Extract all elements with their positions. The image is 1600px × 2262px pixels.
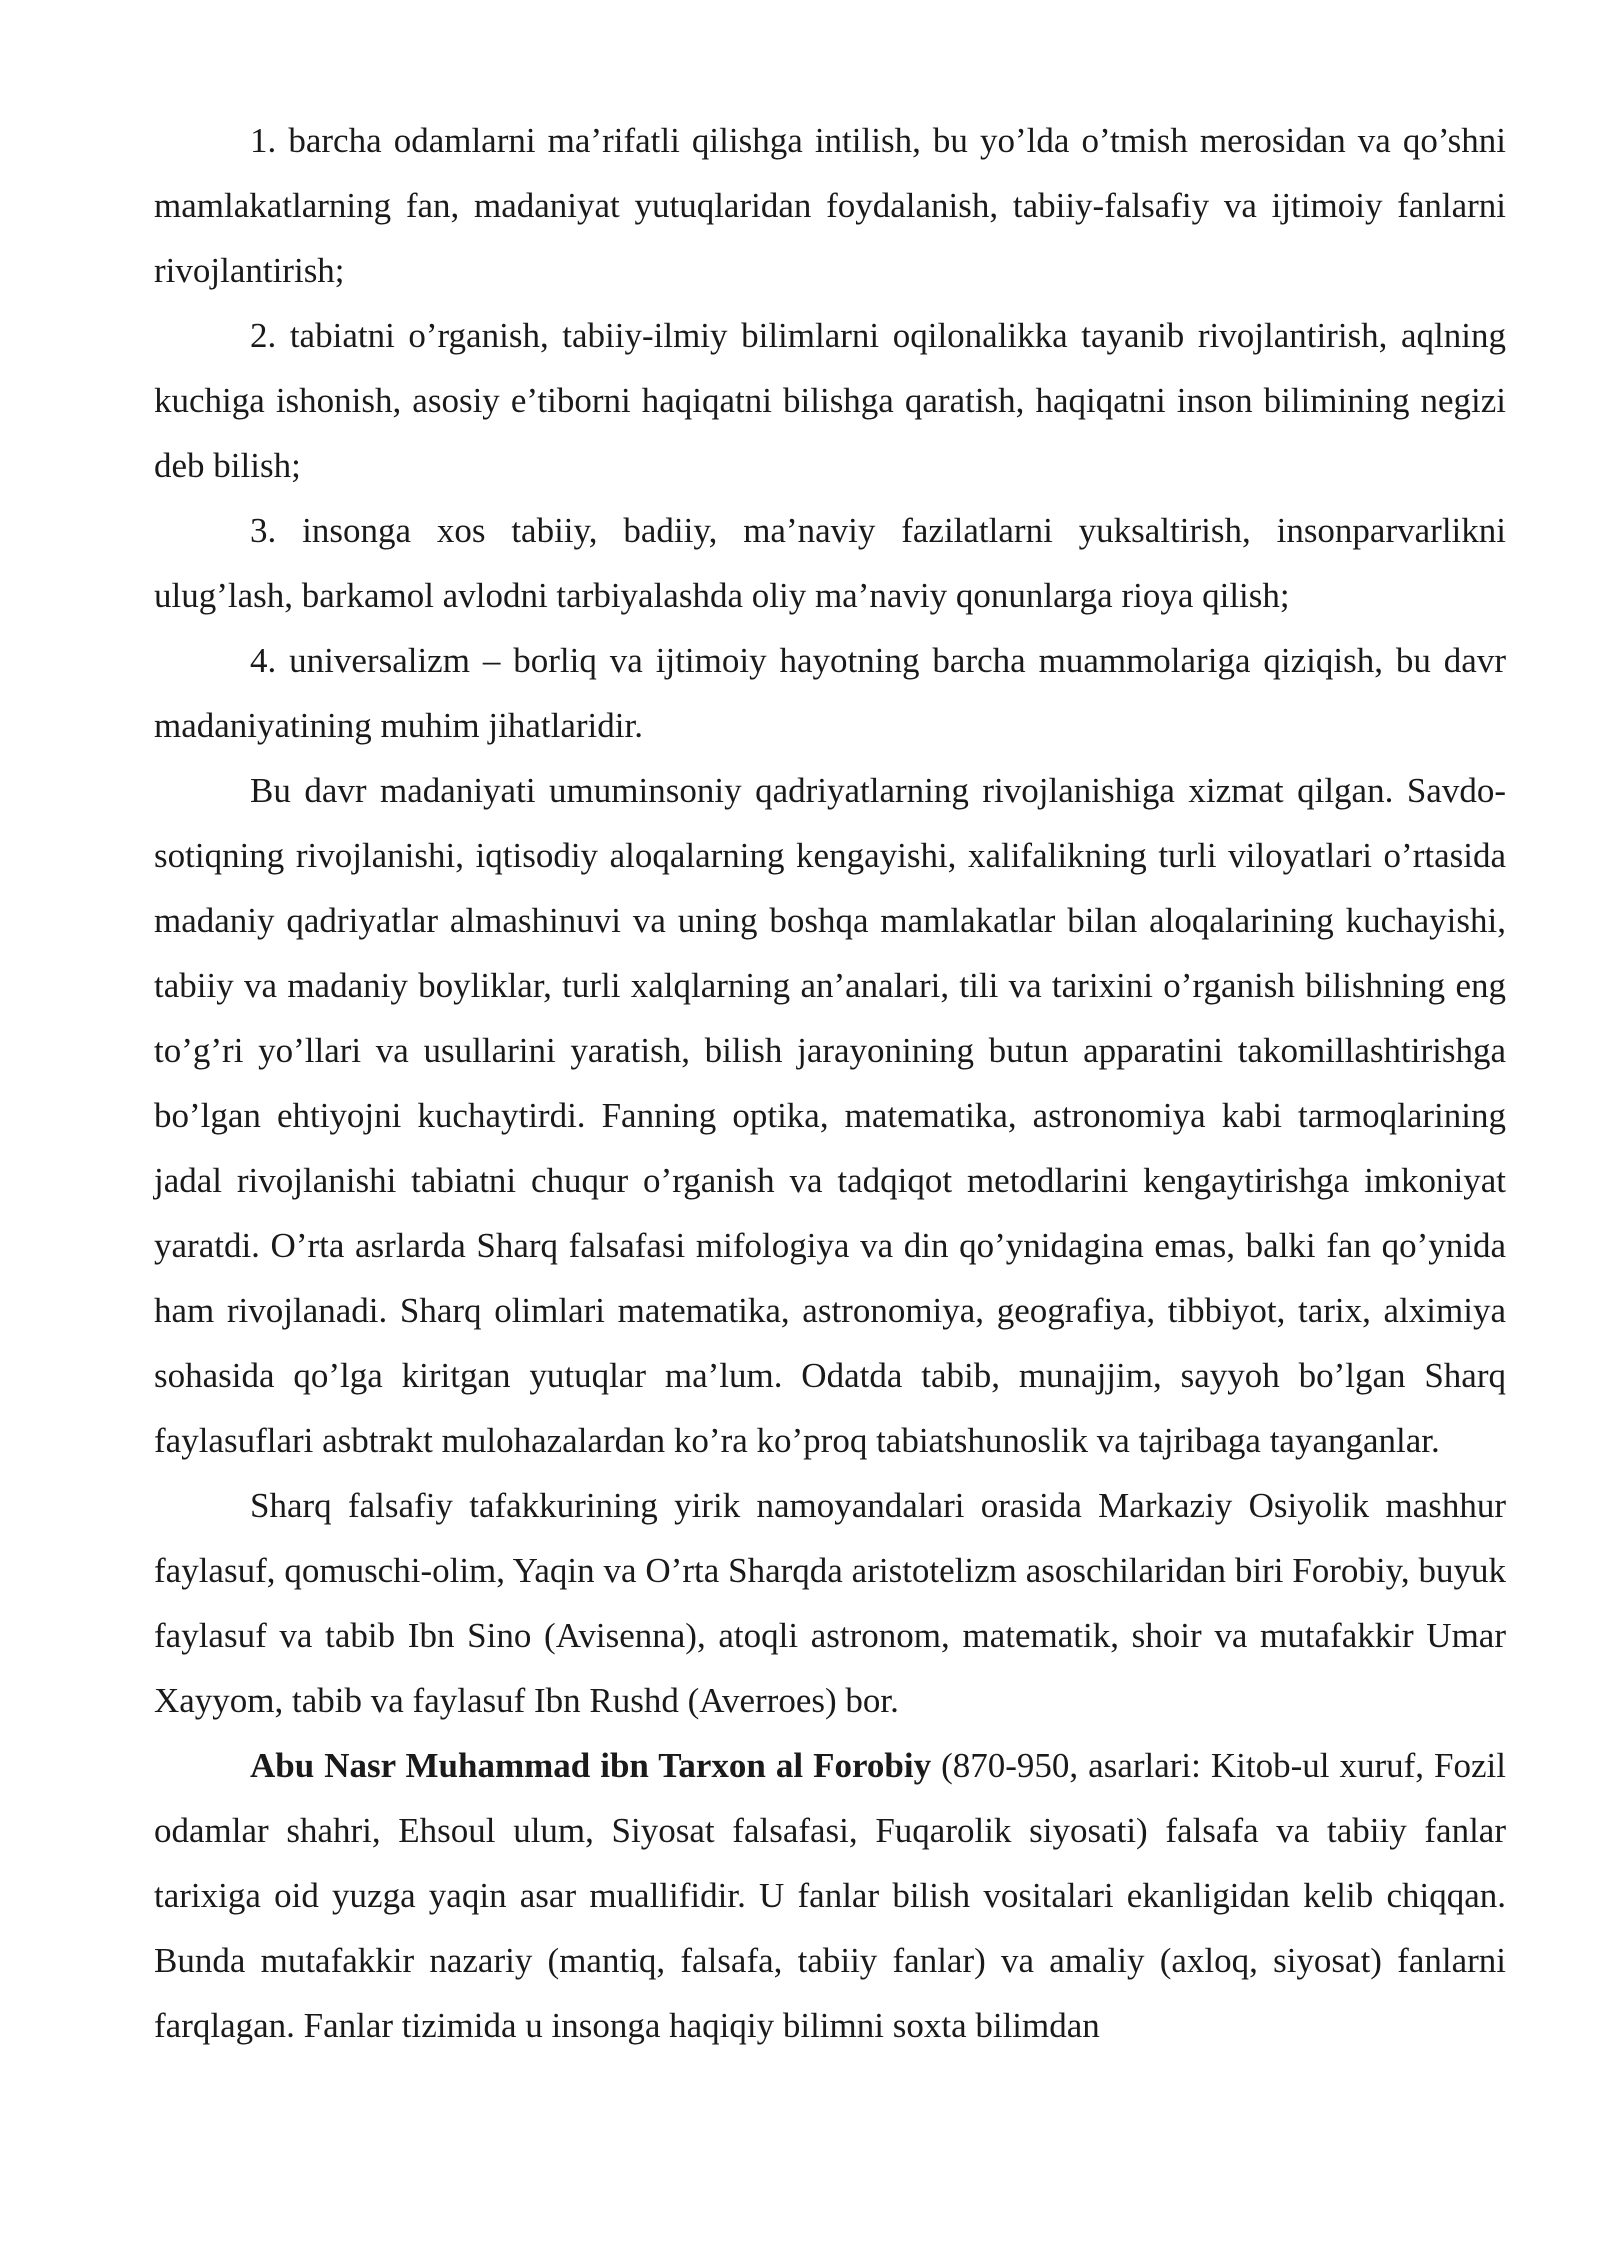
paragraph-farabi	[154, 1733, 1506, 2058]
paragraph-thinkers: Sharq falsafiy tafakkurining yirik namoyandalari orasida Markaziy Osiyolik mashhur faylasuf, qomuschi-olim, Yaqin va O’rta Sharqda aristotelizm asoschilaridan biri Forobiy, buyuk faylasuf va tabib Ibn Sino (Avisenna), atoqli astronom, matematik, shoir va mutafakkir Umar Xayyom, tabib va faylasuf Ibn Rushd (Averroes) bor.	[154, 1486, 1506, 1720]
paragraph-culture: Bu davr madaniyati umuminsoniy qadriyatlarning rivojlanishiga xizmat qilgan. Savdo-sotiqning rivojlanishi, iqtisodiy aloqalarning kengayishi, xalifalikning turli viloyatlari o’rtasida madaniy qadriyatlar almashinuvi va uning boshqa mamlakatlar bilan aloqalarining kuchayishi, tabiiy va madaniy boyliklar, turli xalqlarning an’analari, tili va tarixini o’rganish bilishning eng to’g’ri yo’llari va usullarini yaratish, bilish jarayonining butun apparatini takomillashtirishga bo’lgan ehtiyojni kuchaytirdi. Fanning optika, matematika, astronomiya kabi tarmoqlarining jadal rivojlanishi tabiatni chuqur o’rganish va tadqiqot metodlarini kengaytirishga imkoniyat yaratdi. O’rta asrlarda Sharq falsafasi mifologiya va din qo’ynidagina emas, balki fan qo’ynida ham rivojlanadi. Sharq olimlari matematika, astronomiya, geografiya, tibbiyot, tarix, alximiya sohasida qo’lga kiritgan yutuqlar ma’lum. Odatda tabib, munajjim, sayyoh bo’lgan Sharq faylasuflari asbtrakt mulohazalardan ko’ra ko’proq tabiatshunoslik va tajribaga tayanganlar.	[154, 771, 1506, 1460]
list-item-3: 3. insonga xos tabiiy, badiiy, ma’naviy fazilatlarni yuksaltirish, insonparvarlikni ulug’lash, barkamol avlodni tarbiyalashda oliy ma’naviy qonunlarga rioya qilish;	[154, 511, 1506, 615]
farabi-text: (870-950, asarlari: Kitob-ul xuruf, Fozil odamlar shahri, Ehsoul ulum, Siyosat falsafasi, Fuqarolik siyosati) falsafa va tabiiy fanlar tarixiga oid yuzga yaqin asar muallifidir. U fanlar bilish vositalari ekanligidan kelib chiqqan. Bunda mutafakkir nazariy (mantiq, falsafa, tabiiy fanlar) va amaliy (axloq, siyosat) fanlarni farqlagan. Fanlar tizimida u insonga haqiqiy bilimni soxta bilimdan	[154, 1746, 1506, 2045]
list-item-2: 2. tabiatni o’rganish, tabiiy-ilmiy bilimlarni oqilonalikka tayanib rivojlantirish, aqlning kuchiga ishonish, asosiy e’tiborni haqiqatni bilishga qaratish, haqiqatni inson bilimining negizi deb bilish;	[154, 316, 1506, 485]
list-item-1: 1. barcha odamlarni ma’rifatli qilishga intilish, bu yo’lda o’tmish merosidan va qo’shni mamlakatlarning fan, madaniyat yutuqlaridan foydalanish, tabiiy-falsafiy va ijtimoiy fanlarni rivojlantirish;	[154, 121, 1506, 290]
farabi-name: Abu Nasr Muhammad ibn Tarxon al Forobiy	[250, 1746, 932, 1785]
list-item-4: 4. universalizm – borliq va ijtimoiy hayotning barcha muammolariga qiziqish, bu davr madaniyatining muhim jihatlaridir.	[154, 641, 1506, 745]
document-page	[154, 108, 1506, 2058]
